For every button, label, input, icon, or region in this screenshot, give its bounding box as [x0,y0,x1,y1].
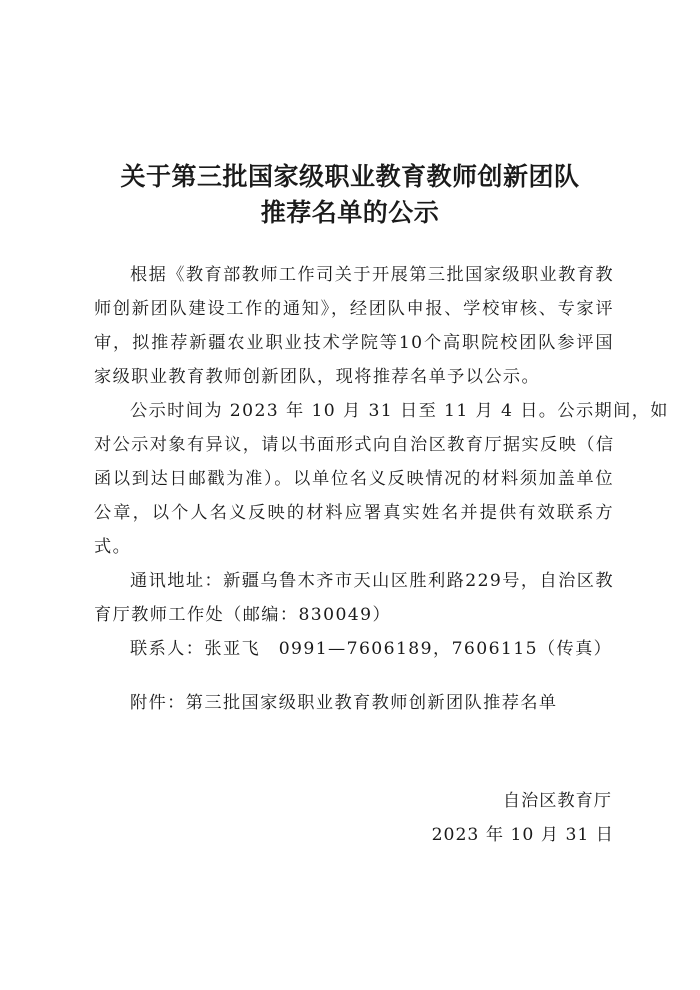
paragraph-1-line: 家级职业教育教师创新团队，现将推荐名单予以公示。 [94,367,541,387]
paragraph-1-line: 师创新团队建设工作的通知》，经团队申报、学校审核、专家评 [94,299,614,319]
contact-line: 联系人：张亚飞 0991—7606189，7606115（传真） [130,639,613,659]
signature-org: 自治区教育厅 [502,791,612,811]
paragraph-2-line: 函以到达日邮戳为准）。以单位名义反映情况的材料须加盖单位 [94,469,614,489]
paragraph-1-line: 审，拟推荐新疆农业职业技术学院等10个高职院校团队参评国 [94,333,614,353]
address-line: 通讯地址：新疆乌鲁木齐市天山区胜利路229号，自治区教 [130,571,614,591]
paragraph-2-line: 式。 [94,537,132,557]
paragraph-2-line: 公章，以个人名义反映的材料应署真实姓名并提供有效联系方 [94,503,614,523]
paragraph-2-line: 对公示对象有异议，请以书面形式向自治区教育厅据实反映（信 [94,435,615,455]
address-line: 育厅教师工作处（邮编：830049） [94,605,392,625]
paragraph-1-line: 根据《教育部教师工作司关于开展第三批国家级职业教育教 [130,265,614,285]
attachment-line: 附件：第三批国家级职业教育教师创新团队推荐名单 [130,693,558,713]
paragraph-2-line: 公示时间为 2023 年 10 月 31 日至 11 月 4 日。公示期间，如 [130,401,669,421]
signature-date: 2023 年 10 月 31 日 [431,825,614,845]
document-title-line-2: 推荐名单的公示 [260,198,440,227]
document-title-line-1: 关于第三批国家级职业教育教师创新团队 [120,162,580,191]
